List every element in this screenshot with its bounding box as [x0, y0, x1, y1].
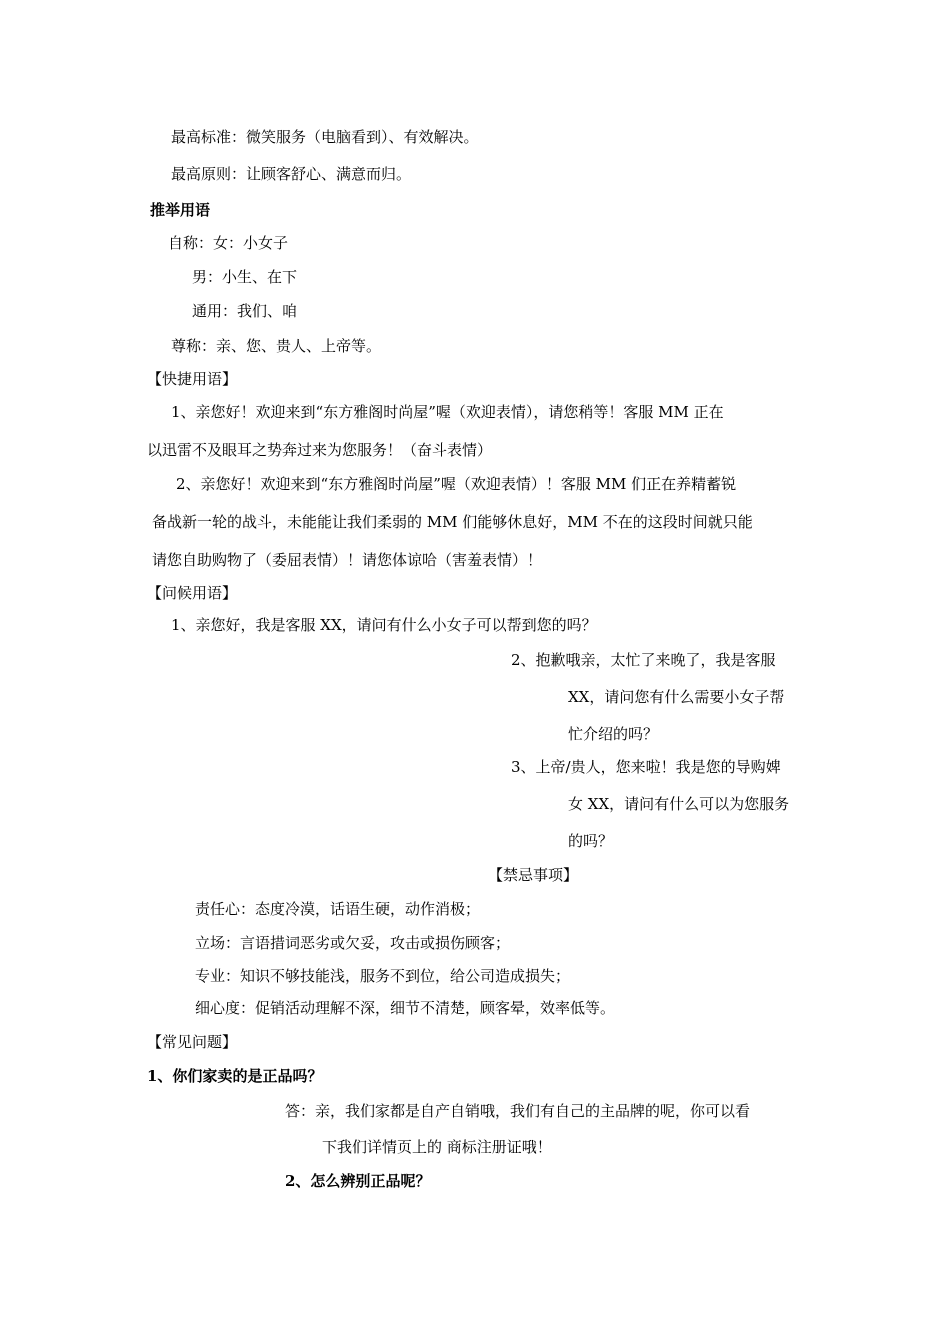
greeting-2-line-2: XX，请问您有什么需要小女子帮 [568, 688, 785, 706]
section-heading-faq: 【常见问题】 [147, 1033, 238, 1051]
principle-line: 最高原则：让顾客舒心、满意而归。 [171, 165, 412, 183]
taboo-item-1: 责任心：态度冷漠，话语生硬，动作消极； [195, 900, 481, 918]
section-heading-quick: 【快捷用语】 [147, 370, 238, 388]
section-heading-greeting: 【问候用语】 [147, 584, 238, 602]
honorific-line: 尊称：亲、您、贵人、上帝等。 [171, 337, 382, 355]
quick-phrase-1-line-1: 1、亲您好！欢迎来到“东方雅阁时尚屋”喔（欢迎表情），请您稍等！客服 MM 正在 [171, 403, 724, 421]
quick-phrase-2-line-1: 2、亲您好！欢迎来到“东方雅阁时尚屋”喔（欢迎表情）！客服 MM 们正在养精蓄锐 [176, 475, 737, 493]
greeting-3-line-1: 3、上帝/贵人，您来啦！我是您的导购婢 [511, 758, 781, 776]
greeting-3-line-3: 的吗？ [568, 832, 614, 850]
greeting-1-line: 1、亲您好，我是客服 XX，请问有什么小女子可以帮到您的吗？ [171, 616, 597, 634]
taboo-item-4: 细心度：促销活动理解不深，细节不清楚，顾客晕，效率低等。 [195, 999, 616, 1017]
faq-answer-1-line-1: 答：亲，我们家都是自产自销哦，我们有自己的主品牌的呢，你可以看 [285, 1102, 751, 1120]
section-heading-taboo: 【禁忌事项】 [488, 866, 579, 884]
greeting-2-line-1: 2、抱歉哦亲，太忙了来晚了，我是客服 [511, 651, 776, 669]
quick-phrase-2-line-2: 备战新一轮的战斗，未能能让我们柔弱的 MM 们能够休息好，MM 不在的这段时间就只能 [152, 513, 753, 531]
standard-line: 最高标准：微笑服务（电脑看到）、有效解决。 [171, 128, 479, 146]
self-common-line: 通用：我们、咱 [192, 302, 298, 320]
taboo-item-3: 专业：知识不够技能浅，服务不到位，给公司造成损失； [195, 967, 571, 985]
self-female-line: 自称：女：小女子 [168, 234, 289, 252]
faq-question-1: 1、你们家卖的是正品吗？ [147, 1067, 323, 1085]
section-heading-recommend: 推举用语 [150, 201, 211, 219]
faq-answer-1-line-2: 下我们详情页上的 商标注册证哦！ [322, 1138, 552, 1156]
taboo-item-2: 立场：言语措词恶劣或欠妥，攻击或损伤顾客； [195, 934, 511, 952]
quick-phrase-1-line-2: 以迅雷不及眼耳之势奔过来为您服务！（奋斗表情） [147, 441, 493, 459]
faq-question-2: 2、怎么辨别正品呢？ [285, 1172, 431, 1190]
greeting-2-line-3: 忙介绍的吗？ [568, 725, 659, 743]
quick-phrase-2-line-3: 请您自助购物了（委屈表情）！请您体谅哈（害羞表情）！ [152, 551, 543, 569]
greeting-3-line-2: 女 XX，请问有什么可以为您服务 [568, 795, 790, 813]
self-male-line: 男：小生、在下 [192, 268, 298, 286]
